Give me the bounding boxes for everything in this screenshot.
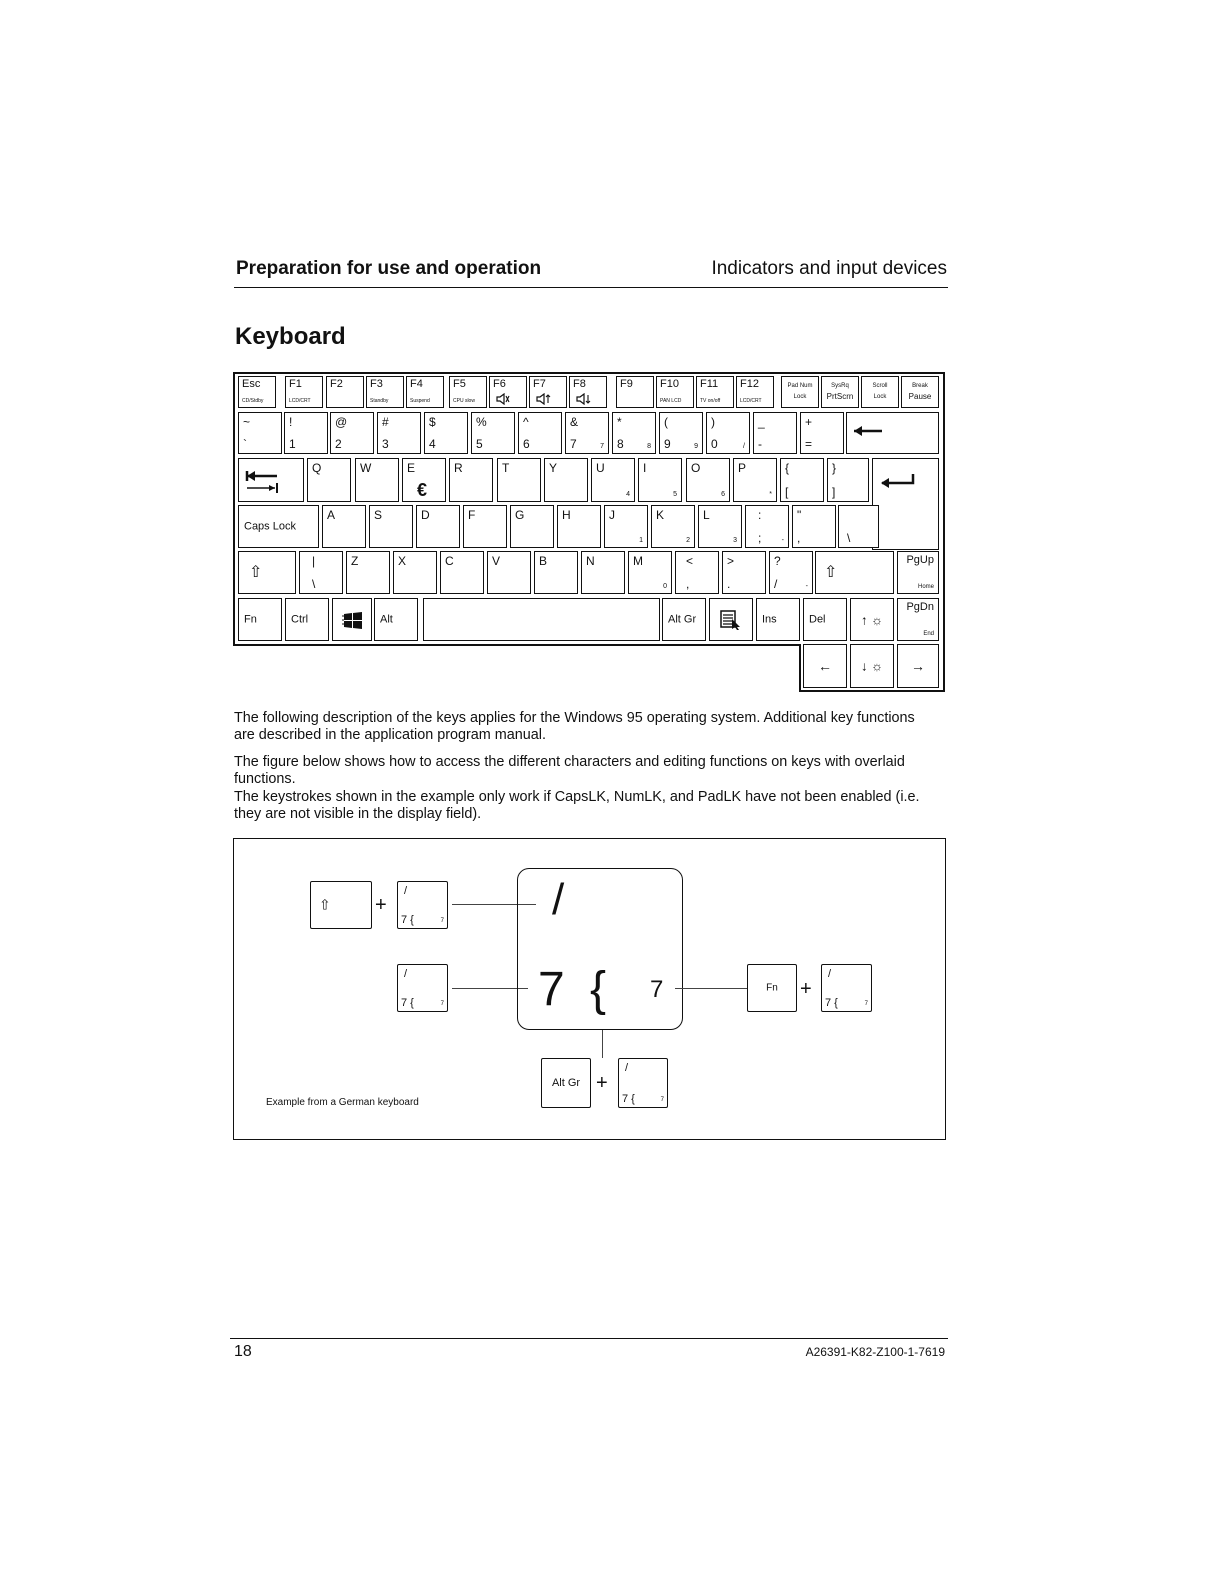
key-comma bbox=[675, 551, 719, 594]
key-label: T bbox=[502, 461, 510, 475]
key-pgdn bbox=[897, 598, 939, 641]
key-sublabel: 7 { bbox=[401, 997, 414, 1009]
key-label: R bbox=[454, 461, 463, 475]
key-sysrq bbox=[821, 376, 859, 408]
key-label: F10 bbox=[660, 378, 679, 390]
speaker-mute-icon bbox=[496, 393, 510, 405]
key-label: : bbox=[758, 508, 762, 522]
key-label: F6 bbox=[493, 378, 506, 390]
key-label: / bbox=[404, 885, 408, 897]
key-label: PgUp bbox=[906, 554, 934, 566]
key-label: Ctrl bbox=[291, 613, 309, 625]
key-left-bracket bbox=[780, 458, 824, 502]
key-space bbox=[423, 598, 660, 641]
connector-line bbox=[675, 988, 747, 989]
key-sublabel: Suspend bbox=[410, 398, 430, 404]
key-sublabel: End bbox=[923, 631, 934, 637]
key-numpad-label: 7 bbox=[440, 918, 444, 924]
enlarged-key-seven: 7 bbox=[538, 963, 565, 1016]
key-alt-gr bbox=[662, 598, 706, 641]
key-label: Alt bbox=[380, 613, 393, 625]
key-equals bbox=[800, 412, 844, 454]
connector-line bbox=[602, 1030, 603, 1058]
key-sublabel: 2 bbox=[335, 437, 342, 451]
key-7 bbox=[565, 412, 609, 454]
key-label: { bbox=[785, 461, 790, 475]
enlarged-key-numpad: 7 bbox=[650, 976, 664, 1003]
key-label: < bbox=[686, 554, 694, 568]
key-label: $ bbox=[429, 415, 436, 429]
key-label: G bbox=[515, 508, 525, 522]
key-numpad-label: 2 bbox=[686, 537, 690, 544]
paragraph-lock-note: The keystrokes shown in the example only work if CapsLK, NumLK, and PadLK have not been enabled (i.e. they are not visible in the display field). bbox=[234, 789, 920, 822]
key-w bbox=[355, 458, 399, 502]
key-sublabel: 7 { bbox=[401, 914, 414, 926]
key-fn bbox=[238, 598, 282, 641]
key-label: ~ bbox=[243, 415, 251, 429]
key-sublabel: CD/Stdby bbox=[242, 398, 264, 404]
key-8 bbox=[612, 412, 656, 454]
key-numpad-label: - bbox=[805, 583, 808, 590]
key-i bbox=[638, 458, 682, 502]
key-sublabel: / bbox=[774, 577, 778, 591]
enter-arrow-icon bbox=[879, 473, 917, 489]
key-quote bbox=[792, 505, 836, 548]
backspace-arrow-icon bbox=[853, 425, 883, 437]
key-break bbox=[901, 376, 939, 408]
key-backslash bbox=[838, 505, 879, 548]
key-caps-lock bbox=[238, 505, 319, 548]
key-f1 bbox=[285, 376, 323, 408]
key-sublabel: Pause bbox=[908, 392, 932, 401]
example-altgr-key bbox=[541, 1058, 591, 1108]
key-label: E bbox=[407, 461, 416, 475]
key-sublabel: Lock bbox=[873, 394, 887, 400]
key-sublabel: 9 bbox=[664, 437, 671, 451]
key-sublabel: 5 bbox=[476, 437, 483, 451]
enlarged-key-slash: / bbox=[552, 875, 565, 924]
key-label: / bbox=[625, 1062, 629, 1074]
key-right-arrow bbox=[897, 644, 939, 688]
key-label: _ bbox=[758, 415, 765, 429]
key-f2 bbox=[326, 376, 364, 408]
arrow-cluster-outline-bottom bbox=[799, 690, 945, 692]
key-9 bbox=[659, 412, 703, 454]
key-label: F9 bbox=[620, 378, 633, 390]
shift-icon: ⇧ bbox=[249, 563, 263, 581]
key-alt bbox=[374, 598, 418, 641]
key-sublabel: , bbox=[686, 577, 690, 591]
key-label: ( bbox=[664, 415, 668, 429]
key-sublabel: [ bbox=[785, 485, 789, 499]
document-id: A26391-K82-Z100-1-7619 bbox=[805, 1345, 945, 1359]
key-label: | bbox=[312, 554, 316, 568]
key-label: @ bbox=[335, 415, 348, 429]
key-a bbox=[322, 505, 366, 548]
keyboard-outline-left bbox=[233, 372, 235, 646]
key-label: I bbox=[643, 461, 647, 475]
key-f9 bbox=[616, 376, 654, 408]
key-sublabel: Lock bbox=[793, 394, 807, 400]
key-f bbox=[463, 505, 507, 548]
example-key-7-plain bbox=[397, 964, 448, 1012]
key-t bbox=[497, 458, 541, 502]
key-sublabel: PAN LCD bbox=[660, 398, 682, 404]
key-shift-right bbox=[815, 551, 894, 594]
key-numpad-label: * bbox=[769, 491, 772, 498]
key-g bbox=[510, 505, 554, 548]
key-label: F1 bbox=[289, 378, 302, 390]
key-sublabel: 6 bbox=[523, 437, 530, 451]
key-esc bbox=[238, 376, 276, 408]
key-label: Alt Gr bbox=[668, 613, 697, 625]
key-windows bbox=[332, 598, 372, 641]
key-label: F11 bbox=[700, 378, 719, 390]
key-tilde bbox=[238, 412, 282, 454]
key-sublabel: ` bbox=[243, 437, 247, 451]
footer-rule bbox=[230, 1338, 948, 1339]
key-label: ) bbox=[711, 415, 715, 429]
key-label: Pad Num bbox=[787, 383, 813, 389]
key-numpad-label: 4 bbox=[626, 491, 630, 498]
key-sublabel: Standby bbox=[370, 398, 389, 404]
key-numpad-label: 0 bbox=[663, 583, 667, 590]
key-h bbox=[557, 505, 601, 548]
key-sublabel: ] bbox=[832, 485, 836, 499]
header-rule bbox=[234, 287, 948, 288]
key-period bbox=[722, 551, 766, 594]
key-sublabel: 1 bbox=[289, 437, 296, 451]
key-label: / bbox=[828, 968, 832, 980]
key-label: PgDn bbox=[906, 601, 934, 613]
example-shift-key bbox=[310, 881, 372, 929]
key-f12 bbox=[736, 376, 774, 408]
plus-sign: + bbox=[375, 894, 387, 916]
key-label: Alt Gr bbox=[551, 1077, 581, 1089]
page-number: 18 bbox=[234, 1343, 252, 1360]
arrow-down-brightness-icon: ↓ ☼ bbox=[860, 658, 884, 674]
key-sublabel: \ bbox=[312, 577, 316, 591]
key-label: F12 bbox=[740, 378, 759, 390]
key-numpad-label: 8 bbox=[647, 443, 651, 450]
key-label: L bbox=[703, 508, 710, 522]
key-f8 bbox=[569, 376, 607, 408]
tab-arrows-icon bbox=[245, 469, 279, 493]
key-ins bbox=[756, 598, 800, 641]
key-label: P bbox=[738, 461, 747, 475]
paragraph-intro: The following description of the keys applies for the Windows 95 operating system. Additional key functions are described in the application program manual. bbox=[234, 710, 915, 743]
key-label: } bbox=[832, 461, 837, 475]
paragraph-overlay-info: The figure below shows how to access the different characters and editing functions on keys with overlaid functions. bbox=[234, 754, 905, 787]
shift-icon: ⇧ bbox=[319, 896, 331, 913]
key-label: J bbox=[609, 508, 615, 522]
key-f10 bbox=[656, 376, 694, 408]
key-j bbox=[604, 505, 648, 548]
key-label: * bbox=[617, 415, 622, 429]
key-o bbox=[686, 458, 730, 502]
key-label: \ bbox=[847, 531, 851, 545]
key-scroll-lock bbox=[861, 376, 899, 408]
key-enter bbox=[872, 458, 939, 550]
key-6 bbox=[518, 412, 562, 454]
key-d bbox=[416, 505, 460, 548]
key-y bbox=[544, 458, 588, 502]
arrow-left-icon: ← bbox=[818, 658, 832, 674]
key-numpad-label: 6 bbox=[721, 491, 725, 498]
key-sublabel: 8 bbox=[617, 437, 624, 451]
key-p bbox=[733, 458, 777, 502]
key-numpad-label: 7 bbox=[864, 1001, 868, 1007]
key-f6 bbox=[489, 376, 527, 408]
key-numpad-label: 7 bbox=[600, 443, 604, 450]
key-sublabel: ; bbox=[758, 531, 762, 545]
key-f7 bbox=[529, 376, 567, 408]
key-del bbox=[803, 598, 847, 641]
key-label: F7 bbox=[533, 378, 546, 390]
key-label: F bbox=[468, 508, 476, 522]
keyboard-outline-top bbox=[233, 372, 945, 374]
key-label: Q bbox=[312, 461, 322, 475]
key-sublabel: Home bbox=[917, 584, 934, 590]
keyboard-outline-right bbox=[943, 372, 945, 692]
key-sublabel: 7 { bbox=[622, 1093, 635, 1105]
key-e bbox=[402, 458, 446, 502]
key-label: D bbox=[421, 508, 430, 522]
key-label: Esc bbox=[242, 378, 261, 390]
key-label: F2 bbox=[330, 378, 343, 390]
key-u bbox=[591, 458, 635, 502]
key-x bbox=[393, 551, 437, 594]
key-sublabel: LCD/CRT bbox=[289, 398, 311, 404]
key-label: N bbox=[586, 554, 595, 568]
key-label: X bbox=[398, 554, 407, 568]
key-label: F3 bbox=[370, 378, 383, 390]
key-menu bbox=[709, 598, 753, 641]
key-left-arrow bbox=[803, 644, 847, 688]
key-label: SysRq bbox=[831, 383, 849, 389]
key-label: Ins bbox=[762, 613, 777, 625]
keyboard-diagram bbox=[233, 372, 945, 692]
key-3 bbox=[377, 412, 421, 454]
volume-up-icon bbox=[536, 393, 552, 405]
key-r bbox=[449, 458, 493, 502]
plus-sign: + bbox=[800, 978, 812, 1000]
key-label: ? bbox=[774, 554, 781, 568]
key-5 bbox=[471, 412, 515, 454]
key-pad-num-lock bbox=[781, 376, 819, 408]
key-shift-left bbox=[238, 551, 296, 594]
euro-symbol: € bbox=[417, 480, 428, 500]
key-slash bbox=[769, 551, 813, 594]
key-sublabel: 4 bbox=[429, 437, 436, 451]
plus-sign: + bbox=[596, 1072, 608, 1094]
key-numpad-label: 3 bbox=[733, 537, 737, 544]
key-label: ^ bbox=[523, 415, 529, 429]
page-title: Keyboard bbox=[235, 323, 346, 350]
key-label: C bbox=[445, 554, 454, 568]
key-sublabel: 3 bbox=[382, 437, 389, 451]
key-pgup bbox=[897, 551, 939, 594]
key-numpad-label: - bbox=[781, 537, 784, 544]
header-chapter-title: Indicators and input devices bbox=[711, 258, 947, 279]
menu-icon bbox=[720, 610, 742, 630]
key-4 bbox=[424, 412, 468, 454]
key-label: V bbox=[492, 554, 501, 568]
key-label: Del bbox=[809, 613, 826, 625]
key-label: M bbox=[633, 554, 643, 568]
key-label: A bbox=[327, 508, 336, 522]
key-f4 bbox=[406, 376, 444, 408]
key-sublabel: 7 { bbox=[825, 997, 838, 1009]
key-sublabel: 0 bbox=[711, 437, 718, 451]
key-numpad-label: 1 bbox=[639, 537, 643, 544]
key-label: Scroll bbox=[872, 383, 888, 389]
key-numpad-label: 7 bbox=[660, 1097, 664, 1103]
key-b bbox=[534, 551, 578, 594]
key-label: % bbox=[476, 415, 487, 429]
key-label: + bbox=[805, 415, 813, 429]
key-sublabel: LCD/CRT bbox=[740, 398, 762, 404]
key-l bbox=[698, 505, 742, 548]
key-sublabel: CPU slow bbox=[453, 398, 475, 404]
key-sublabel: . bbox=[727, 577, 731, 591]
key-s bbox=[369, 505, 413, 548]
shift-icon: ⇧ bbox=[824, 563, 838, 581]
key-label: F4 bbox=[410, 378, 423, 390]
key-0 bbox=[706, 412, 750, 454]
key-label: ! bbox=[289, 415, 293, 429]
key-sublabel: , bbox=[797, 531, 801, 545]
key-label: Break bbox=[912, 383, 928, 389]
key-label: K bbox=[656, 508, 665, 522]
key-v bbox=[487, 551, 531, 594]
example-caption: Example from a German keyboard bbox=[266, 1097, 419, 1108]
key-f5 bbox=[449, 376, 487, 408]
key-backspace bbox=[846, 412, 939, 454]
key-numpad-label: 9 bbox=[694, 443, 698, 450]
key-label: # bbox=[382, 415, 389, 429]
volume-down-icon bbox=[576, 393, 592, 405]
key-tab bbox=[238, 458, 304, 502]
key-c bbox=[440, 551, 484, 594]
key-numpad-label: 7 bbox=[440, 1001, 444, 1007]
key-label: H bbox=[562, 508, 571, 522]
key-numpad-label: 5 bbox=[673, 491, 677, 498]
arrow-right-icon: → bbox=[911, 658, 925, 674]
key-sublabel: - bbox=[758, 437, 762, 451]
windows-logo-icon bbox=[342, 611, 364, 629]
key-ctrl bbox=[285, 598, 329, 641]
key-label: > bbox=[727, 554, 735, 568]
example-key-7-fn bbox=[821, 964, 872, 1012]
key-label: U bbox=[596, 461, 605, 475]
enlarged-key-brace: { bbox=[590, 963, 607, 1016]
key-label: Caps Lock bbox=[244, 520, 296, 532]
key-2 bbox=[330, 412, 374, 454]
key-f11 bbox=[696, 376, 734, 408]
key-label: W bbox=[360, 461, 372, 475]
key-label: Fn bbox=[766, 982, 778, 994]
header-section-title: Preparation for use and operation bbox=[236, 258, 542, 279]
key-semicolon bbox=[745, 505, 789, 548]
key-z bbox=[346, 551, 390, 594]
key-label: Y bbox=[549, 461, 558, 475]
key-label: F8 bbox=[573, 378, 586, 390]
key-label: F5 bbox=[453, 378, 466, 390]
key-sublabel: TV on/off bbox=[700, 398, 721, 404]
key-m bbox=[628, 551, 672, 594]
example-fn-key bbox=[747, 964, 797, 1012]
key-sublabel: 7 bbox=[570, 437, 577, 451]
example-key-7-shift bbox=[397, 881, 448, 929]
key-right-bracket bbox=[827, 458, 869, 502]
keyboard-outline-bottom bbox=[233, 644, 801, 646]
key-label: B bbox=[539, 554, 548, 568]
key-label: " bbox=[797, 508, 802, 522]
key-k bbox=[651, 505, 695, 548]
key-n bbox=[581, 551, 625, 594]
key-label: Z bbox=[351, 554, 359, 568]
key-1 bbox=[284, 412, 328, 454]
key-up-brightness bbox=[850, 598, 894, 641]
key-sublabel: PrtScrn bbox=[826, 392, 854, 401]
example-key-7-altgr bbox=[618, 1058, 668, 1108]
key-label: S bbox=[374, 508, 383, 522]
key-label: & bbox=[570, 415, 579, 429]
key-numpad-label: / bbox=[743, 443, 745, 450]
key-q bbox=[307, 458, 351, 502]
arrow-up-brightness-icon: ↑ ☼ bbox=[860, 612, 884, 627]
key-sublabel: = bbox=[805, 437, 813, 451]
key-pipe bbox=[299, 551, 343, 594]
arrow-cluster-outline bbox=[799, 644, 801, 692]
key-label: O bbox=[691, 461, 701, 475]
key-label: / bbox=[404, 968, 408, 980]
key-label: Fn bbox=[244, 613, 257, 625]
key-down-brightness bbox=[850, 644, 894, 688]
key-minus bbox=[753, 412, 797, 454]
key-f3 bbox=[366, 376, 404, 408]
